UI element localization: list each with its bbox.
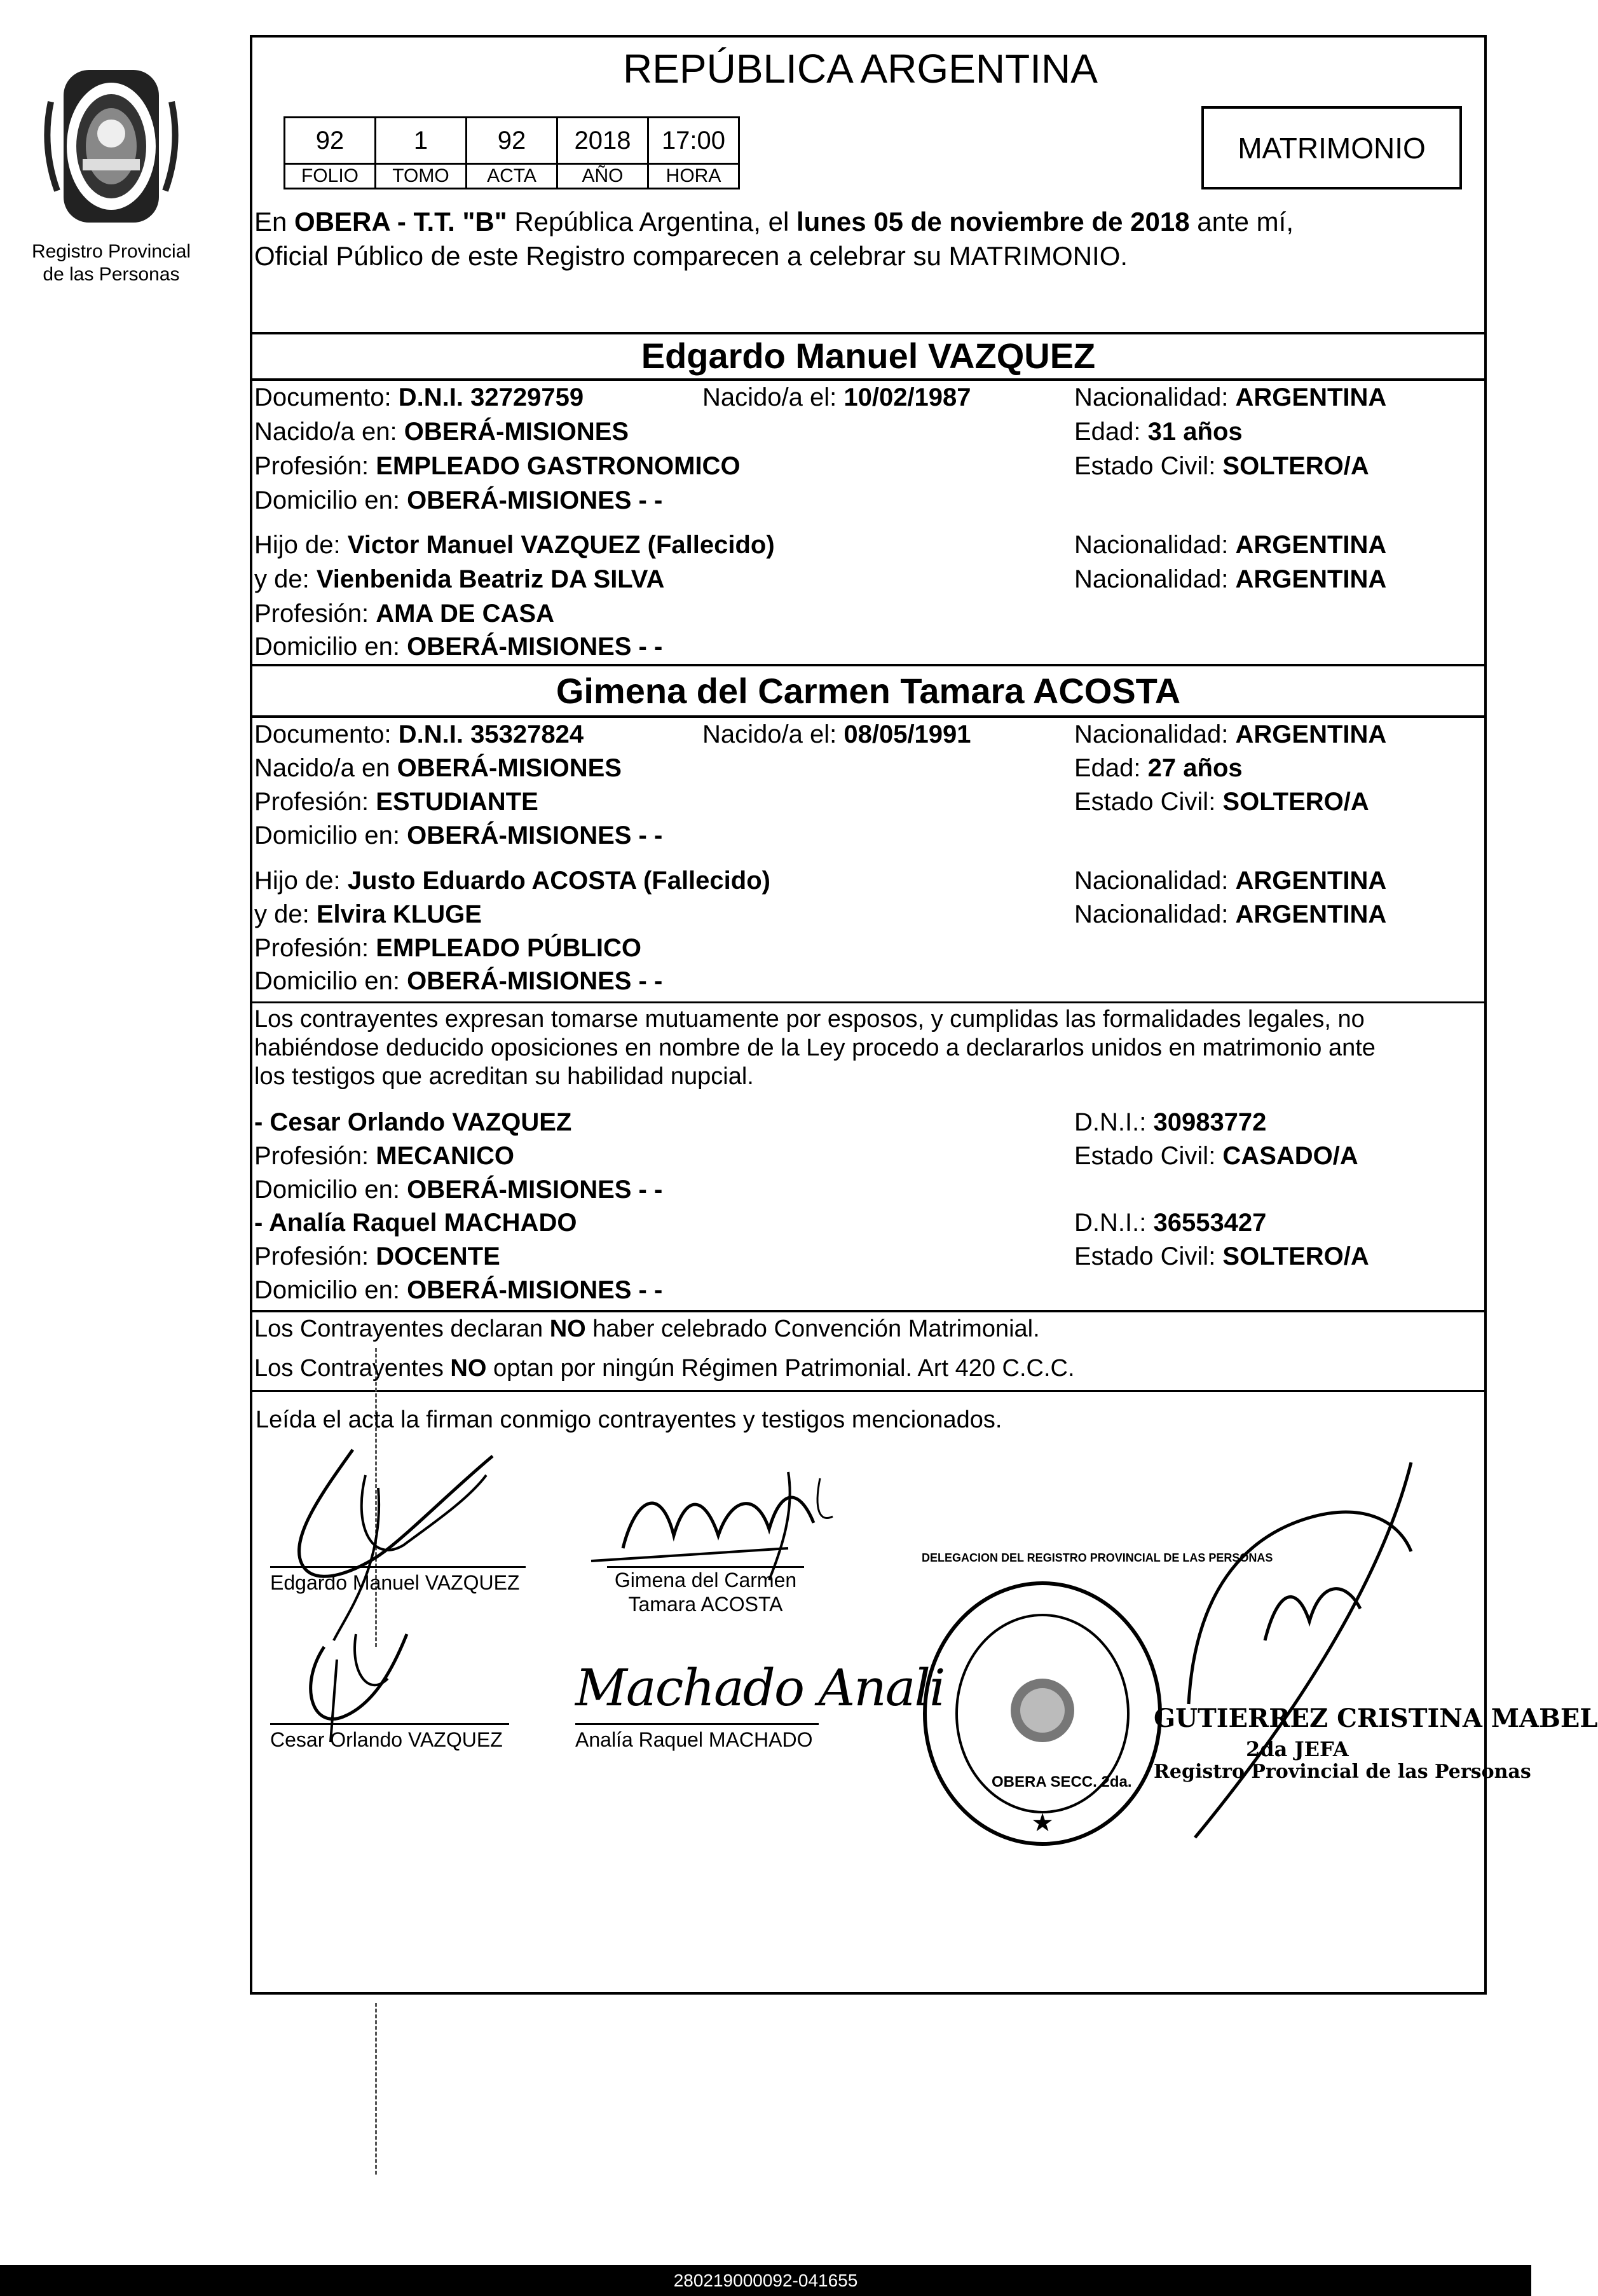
- intro-line-1: En OBERA - T.T. "B" República Argentina, el lunes 05 de noviembre de 2018 ante mí,: [254, 207, 1294, 237]
- bride-age: Edad: 27 años: [1074, 754, 1243, 782]
- declaration-line-2: habiéndose deducido oposiciones en nombre de la Ley procedo a declararlos unidos en matrimonio ante: [254, 1035, 1376, 1061]
- bride-father-nationality: Nacionalidad: ARGENTINA: [1074, 867, 1387, 895]
- bride-birthdate: Nacido/a el: 08/05/1991: [702, 720, 971, 748]
- divider: [250, 378, 1487, 381]
- tomo-label: TOMO: [376, 164, 467, 189]
- groom-father: Hijo de: Victor Manuel VAZQUEZ (Fallecido): [254, 531, 775, 559]
- fold-mark: [375, 2003, 377, 2175]
- witness-2-address: Domicilio en: OBERÁ-MISIONES - -: [254, 1276, 663, 1304]
- groom-civil-status: Estado Civil: SOLTERO/A: [1074, 452, 1369, 480]
- official-office: Registro Provincial de las Personas: [1154, 1761, 1531, 1783]
- bride-mother-nationality: Nacionalidad: ARGENTINA: [1074, 900, 1387, 928]
- declaration-line-3: los testigos que acreditan su habilidad nupcial.: [254, 1063, 754, 1090]
- closing-text: Leída el acta la firman conmigo contrayentes y testigos mencionados.: [256, 1406, 1002, 1433]
- groom-address: Domicilio en: OBERÁ-MISIONES - -: [254, 486, 663, 514]
- bride-signature-label: Gimena del Carmen Tamara ACOSTA: [607, 1566, 804, 1616]
- official-name: GUTIERREZ CRISTINA MABEL: [1154, 1703, 1598, 1733]
- hora-label: HORA: [648, 164, 739, 189]
- anio-value: 2018: [557, 118, 648, 164]
- witness-2-handwriting: Machado Anali: [575, 1658, 945, 1717]
- groom-mother-nationality: Nacionalidad: ARGENTINA: [1074, 565, 1387, 593]
- declaration-line-1: Los contrayentes expresan tomarse mutuamente por esposos, y cumplidas las formalidades legales, no: [254, 1006, 1365, 1033]
- tomo-value: 1: [376, 118, 467, 164]
- witness-1-name: - Cesar Orlando VAZQUEZ: [254, 1108, 572, 1136]
- registry-stamp: [915, 1571, 1170, 1857]
- record-type-box: MATRIMONIO: [1201, 106, 1462, 189]
- record-index-table: [283, 116, 740, 189]
- page-title: REPÚBLICA ARGENTINA: [623, 46, 1098, 92]
- stamp-inner-text: OBERA SECC. 2da.: [992, 1773, 1132, 1791]
- divider: [250, 1390, 1487, 1392]
- bride-parent-profession: Profesión: EMPLEADO PÚBLICO: [254, 934, 642, 962]
- bride-profession: Profesión: ESTUDIANTE: [254, 788, 538, 816]
- official-role: 2da JEFA: [1246, 1737, 1349, 1761]
- witness-2-name: - Analía Raquel MACHADO: [254, 1209, 577, 1237]
- regime-line-2: Los Contrayentes NO optan por ningún Régimen Patrimonial. Art 420 C.C.C.: [254, 1355, 1075, 1382]
- acta-value: 92: [467, 118, 557, 164]
- groom-nationality: Nacionalidad: ARGENTINA: [1074, 383, 1387, 411]
- witness-2-signature-label: Analía Raquel MACHADO: [575, 1723, 819, 1754]
- divider: [250, 332, 1487, 334]
- groom-father-nationality: Nacionalidad: ARGENTINA: [1074, 531, 1387, 559]
- intro-line-2: Oficial Público de este Registro comparecen a celebrar su MATRIMONIO.: [254, 241, 1128, 271]
- witness-1-civil-status: Estado Civil: CASADO/A: [1074, 1142, 1358, 1170]
- svg-text:★: ★: [1031, 1808, 1054, 1838]
- bride-name: Gimena del Carmen Tamara ACOSTA: [556, 671, 1181, 711]
- groom-document: Documento: D.N.I. 32729759: [254, 383, 584, 411]
- bride-father: Hijo de: Justo Eduardo ACOSTA (Fallecido): [254, 867, 770, 895]
- witness-2-civil-status: Estado Civil: SOLTERO/A: [1074, 1242, 1369, 1270]
- groom-profession: Profesión: EMPLEADO GASTRONOMICO: [254, 452, 741, 480]
- witness-1-address: Domicilio en: OBERÁ-MISIONES - -: [254, 1176, 663, 1204]
- groom-age: Edad: 31 años: [1074, 418, 1243, 446]
- bride-civil-status: Estado Civil: SOLTERO/A: [1074, 788, 1369, 816]
- document-barcode-code: 280219000092-041655: [0, 2265, 1531, 2296]
- folio-value: 92: [285, 118, 376, 164]
- witness-1-profession: Profesión: MECANICO: [254, 1142, 514, 1170]
- groom-signature-label: Edgardo Manuel VAZQUEZ: [270, 1566, 526, 1597]
- divider: [250, 664, 1487, 666]
- folio-label: FOLIO: [285, 164, 376, 189]
- witness-1-signature-label: Cesar Orlando VAZQUEZ: [270, 1723, 509, 1754]
- bride-mother: y de: Elvira KLUGE: [254, 900, 482, 928]
- groom-mother: y de: Vienbenida Beatriz DA SILVA: [254, 565, 665, 593]
- divider: [250, 715, 1487, 718]
- witness-1-dni: D.N.I.: 30983772: [1074, 1108, 1267, 1136]
- divider: [250, 1310, 1487, 1312]
- groom-birthdate: Nacido/a el: 10/02/1987: [702, 383, 971, 411]
- groom-parent-profession: Profesión: AMA DE CASA: [254, 600, 554, 628]
- acta-label: ACTA: [467, 164, 557, 189]
- logo-caption: Registro Provincial de las Personas: [31, 241, 191, 285]
- bride-address: Domicilio en: OBERÁ-MISIONES - -: [254, 821, 663, 849]
- bride-birthplace: Nacido/a en OBERÁ-MISIONES: [254, 754, 622, 782]
- province-seal-logo: [38, 64, 184, 235]
- regime-line-1: Los Contrayentes declaran NO haber celebrado Convención Matrimonial.: [254, 1316, 1040, 1342]
- groom-signature: [264, 1437, 505, 1647]
- bride-nationality: Nacionalidad: ARGENTINA: [1074, 720, 1387, 748]
- witness-2-profession: Profesión: DOCENTE: [254, 1242, 500, 1270]
- groom-name: Edgardo Manuel VAZQUEZ: [641, 336, 1096, 376]
- bride-parent-address: Domicilio en: OBERÁ-MISIONES - -: [254, 967, 663, 995]
- bride-document: Documento: D.N.I. 35327824: [254, 720, 584, 748]
- divider: [250, 1001, 1487, 1003]
- stamp-text: DELEGACION DEL REGISTRO PROVINCIAL DE LAS PERSONAS: [922, 1551, 1273, 1564]
- groom-parent-address: Domicilio en: OBERÁ-MISIONES - -: [254, 633, 663, 661]
- anio-label: AÑO: [557, 164, 648, 189]
- hora-value: 17:00: [648, 118, 739, 164]
- official-signature: [1170, 1462, 1468, 1844]
- witness-2-dni: D.N.I.: 36553427: [1074, 1209, 1267, 1237]
- groom-birthplace: Nacido/a en: OBERÁ-MISIONES: [254, 418, 629, 446]
